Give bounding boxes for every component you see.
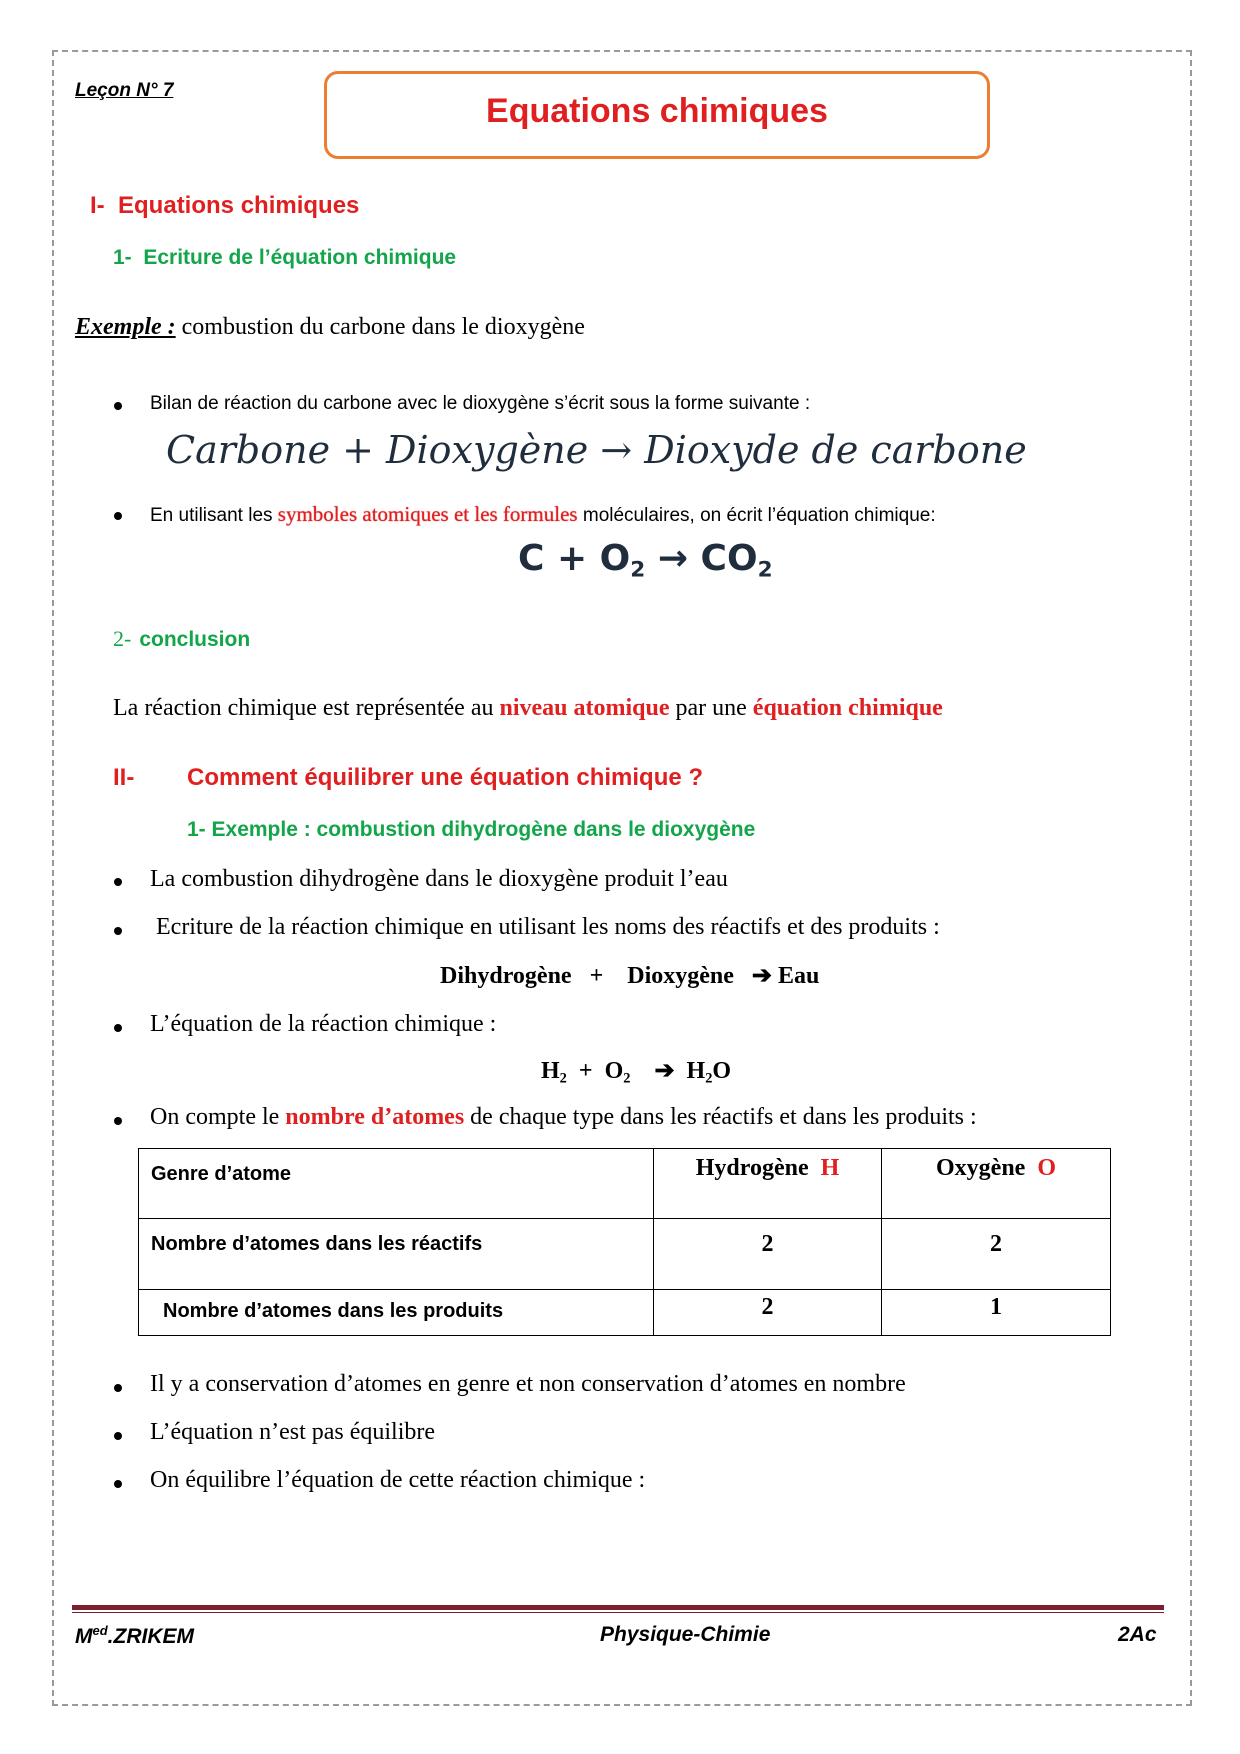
bullet-not-balanced: L’équation n’est pas équilibre	[150, 1419, 436, 1445]
lesson-number: Leçon N° 7	[75, 80, 174, 101]
sub1-title: Ecriture de l’équation chimique	[143, 246, 457, 269]
fw-p-h: H	[686, 1058, 706, 1084]
bullet-count	[150, 1104, 977, 1131]
conclusion-text	[113, 695, 943, 722]
footer-rule	[72, 1605, 1164, 1610]
section1-sub2-heading	[113, 626, 250, 652]
bullet-dot	[114, 1432, 122, 1440]
bullet-writing: Ecriture de la réaction chimique en utilisant les noms des réactifs et des produits :	[156, 914, 940, 940]
footer-level: 2Ac	[1118, 1623, 1157, 1646]
bullet-dot	[114, 927, 122, 935]
bullet-dot	[114, 1480, 122, 1488]
formula-carbon	[518, 538, 773, 582]
table-header-label: Genre d’atome	[139, 1149, 654, 1219]
formula-arrow: →	[645, 538, 701, 579]
bullet-dot	[114, 1024, 122, 1032]
table-header-oxygen	[882, 1149, 1111, 1219]
row-reactants-label: Nombre d’atomes dans les réactifs	[139, 1219, 654, 1290]
row-reactants-o: 2	[882, 1219, 1111, 1290]
formula-plus: +	[544, 538, 600, 579]
fw-p-o: O	[712, 1058, 732, 1084]
row-reactants-h: 2	[654, 1219, 882, 1290]
hydrogen-label: Hydrogène	[695, 1155, 809, 1181]
example-label: Exemple :	[75, 314, 176, 340]
footer-subject: Physique-Chimie	[600, 1623, 771, 1646]
formula-co-sub: 2	[757, 557, 773, 583]
author-sup: ed	[92, 1623, 108, 1638]
conclusion-part-b: par une	[669, 695, 753, 721]
formula-water	[541, 1056, 731, 1087]
bullet-bilan: Bilan de réaction du carbone avec le dioxygène s’écrit sous la forme suivante :	[150, 393, 811, 414]
weq-right: Dioxygène	[627, 963, 734, 989]
table-header-row	[139, 1149, 1111, 1219]
section1-sub1-heading	[113, 246, 456, 270]
row-products-o: 1	[882, 1290, 1111, 1336]
conclusion-part-a: La réaction chimique est représentée au	[113, 695, 500, 721]
sub2-title: conclusion	[139, 628, 251, 651]
bullet-equation: L’équation de la réaction chimique :	[150, 1011, 497, 1037]
table-header-hydrogen	[654, 1149, 882, 1219]
formula-o-sub: 2	[630, 557, 646, 583]
bullet-symbols-text-b: moléculaires, on écrit l’équation chimique:	[577, 505, 936, 526]
sub2-number: 2-	[113, 626, 132, 651]
conclusion-highlight-2: équation chimique	[752, 695, 943, 721]
symbols-highlight: symboles atomiques et les formules	[277, 502, 578, 526]
bullet-symbols	[150, 502, 936, 527]
formula-co: CO	[700, 538, 758, 579]
formula-c: C	[518, 538, 545, 579]
sub1-number: 1-	[113, 246, 132, 269]
fw-plus: +	[578, 1058, 593, 1084]
footer-rule-thin	[72, 1612, 1164, 1613]
row-products-h: 2	[654, 1290, 882, 1336]
formula-o: O	[599, 538, 631, 579]
fw-h-sub: 2	[559, 1070, 567, 1087]
table-row	[139, 1219, 1111, 1290]
atom-count-table	[138, 1148, 1111, 1336]
bullet-dot	[114, 1384, 122, 1392]
bullet-symbols-text-a: En utilisant les	[150, 505, 278, 526]
bullet-balance: On équilibre l’équation de cette réaction chimique :	[150, 1467, 646, 1493]
bullet-dot	[114, 878, 122, 886]
bullet-dot	[114, 512, 122, 520]
fw-o-sub: 2	[623, 1070, 631, 1087]
row-products-label: Nombre d’atomes dans les produits	[139, 1290, 654, 1336]
conclusion-highlight-1: niveau atomique	[499, 695, 670, 721]
count-part-b: de chaque type dans les réactifs et dans les produits :	[464, 1104, 977, 1130]
section1-number: I-	[90, 192, 105, 219]
fw-p-h-sub: 2	[705, 1070, 713, 1087]
fw-o: O	[604, 1058, 624, 1084]
count-part-a: On compte le	[150, 1104, 286, 1130]
bullet-conservation: Il y a conservation d’atomes en genre et non conservation d’atomes en nombre	[150, 1371, 906, 1397]
count-highlight: nombre d’atomes	[285, 1104, 465, 1130]
oxygen-symbol: O	[1037, 1155, 1056, 1181]
weq-left: Dihydrogène	[440, 963, 572, 989]
example-text: combustion du carbone dans le dioxygène	[181, 314, 585, 340]
hydrogen-symbol: H	[820, 1155, 840, 1181]
author-name: .ZRIKEM	[107, 1625, 194, 1648]
bullet-combustion: La combustion dihydrogène dans le dioxygène produit l’eau	[150, 866, 728, 892]
section2-title: Comment équilibrer une équation chimique ?	[187, 764, 704, 791]
weq-product: Eau	[778, 963, 820, 989]
weq-arrow: ➔	[751, 963, 773, 989]
section1-title: Equations chimiques	[118, 192, 360, 219]
section1-heading	[90, 192, 359, 220]
section2-number: II-	[113, 764, 135, 791]
weq-plus: +	[589, 963, 604, 989]
bullet-dot	[114, 1117, 122, 1125]
page-title: Equations chimiques	[486, 92, 828, 130]
word-equation-carbon: Carbone + Dioxygène → Dioxyde de carbone	[166, 428, 1027, 472]
example-line	[75, 314, 585, 341]
table-row	[139, 1290, 1111, 1336]
title-box	[324, 71, 990, 159]
oxygen-label: Oxygène	[936, 1155, 1026, 1181]
author-prefix: M	[75, 1625, 93, 1648]
section2-sub1-heading: 1- Exemple : combustion dihydrogène dans le dioxygène	[187, 818, 756, 841]
fw-arrow: ➔	[654, 1058, 675, 1084]
word-equation-water	[440, 961, 819, 990]
fw-h: H	[541, 1058, 560, 1084]
bullet-dot	[114, 402, 122, 410]
footer-author	[75, 1623, 194, 1649]
